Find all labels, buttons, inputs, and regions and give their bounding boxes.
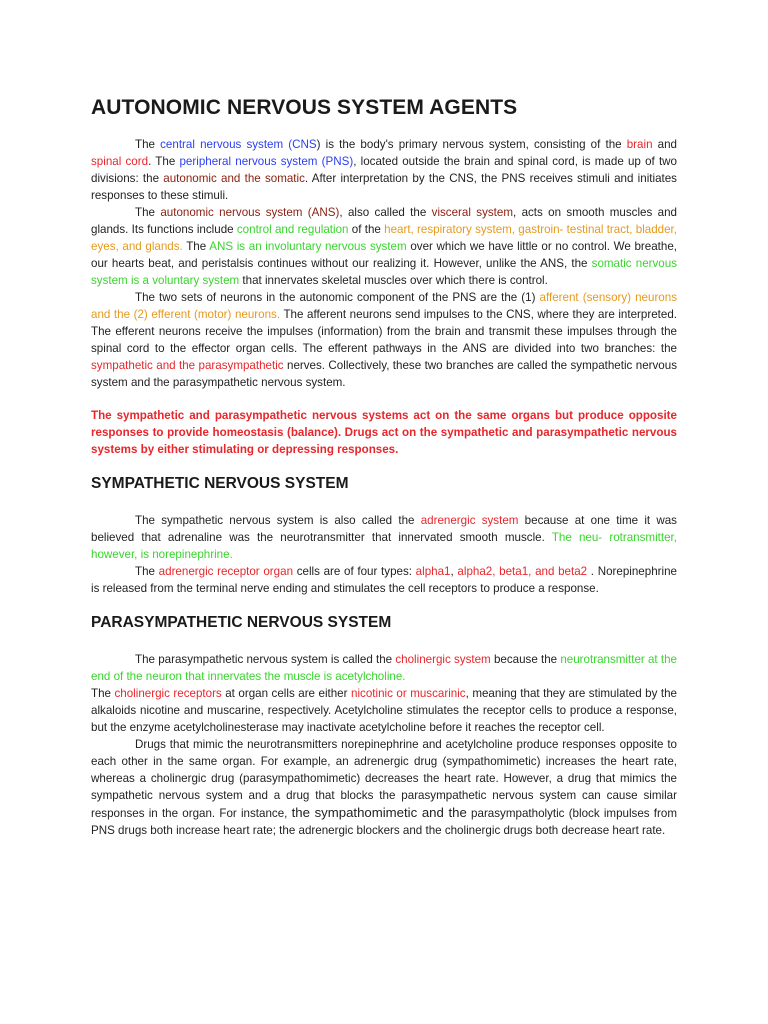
text-run: control and regulation bbox=[236, 223, 349, 236]
text-run: cholinergic system bbox=[395, 653, 491, 666]
text-run: , meaning that they are stimulated by the alkaloids nicotine and muscarine, respectively. Acetylcholine stimulates the receptor cells to produce a response, but the enzyme acetylcholinesterase may inactivate acetylcholine before it reaches the receptor cell. bbox=[91, 687, 677, 734]
text-run: ) is the body's primary nervous system, consisting of the bbox=[316, 138, 627, 151]
text-run: at organ cells are either bbox=[221, 687, 351, 700]
text-run: . The bbox=[148, 155, 180, 168]
text-run: because at one time it was believed that adrenaline was the neurotransmitter that innervated smooth muscle. bbox=[91, 514, 677, 544]
paragraph-cholinergic-receptors bbox=[91, 685, 677, 736]
heading-sympathetic: SYMPATHETIC NERVOUS SYSTEM bbox=[91, 475, 349, 492]
text-run: The bbox=[135, 565, 159, 578]
text-run: The bbox=[182, 240, 210, 253]
text-run: that innervates skeletal muscles over which there is control. bbox=[239, 274, 548, 287]
text-run: The bbox=[135, 206, 161, 219]
text-run: over which we have little or no control. We breathe, our hearts beat, and peristalsis continues without our realizing it. However, unlike the ANS, the bbox=[91, 240, 677, 270]
text-run: parasympatholytic (block impulses from PNS drugs both increase heart rate; the adrenergic blockers and the cholinergic drugs both decrease heart rate. bbox=[91, 807, 677, 837]
text-run: The two sets of neurons in the autonomic component of the PNS are the (1) bbox=[135, 291, 540, 304]
text-run: autonomic and the somatic bbox=[163, 172, 305, 185]
paragraph-cns-pns bbox=[91, 136, 677, 204]
text-run: nicotinic or muscarinic bbox=[351, 687, 466, 700]
text-run: central nervous system (CNS bbox=[160, 138, 317, 151]
text-run: brain bbox=[626, 138, 653, 151]
text-run: autonomic nervous system (ANS) bbox=[160, 206, 340, 219]
text-run: visceral system bbox=[431, 206, 513, 219]
text-run: neurotransmitter at the end of the neuron that innervates the muscle is acetylcholine. bbox=[91, 653, 677, 683]
key-point-paragraph: The sympathetic and parasympathetic nervous systems act on the same organs but produce opposite responses to provide homeostasis (balance). Drugs act on the sympathetic and parasympathetic nervous systems by either stimulating or depressing responses. bbox=[91, 409, 677, 456]
text-run: The neu- rotransmitter, however, is norepinephrine. bbox=[91, 531, 677, 561]
text-run: The bbox=[91, 687, 115, 700]
text-run: nerves. Collectively, these two branches are called the sympathetic nervous system and the parasympathetic nervous system. bbox=[91, 359, 677, 389]
text-run: The afferent neurons send impulses to the CNS, where they are interpreted. The efferent neurons receive the impulses (information) from the brain and transmit these impulses through the spinal cord to the effector organ cells. The efferent pathways in the ANS are divided into two branches: the bbox=[91, 308, 677, 355]
text-run: sympathetic and the parasympathetic bbox=[91, 359, 284, 372]
text-run: afferent (sensory) neurons and the (2) efferent (motor) neurons. bbox=[91, 291, 678, 321]
text-run: The parasympathetic nervous system is called the bbox=[135, 653, 396, 666]
text-run: peripheral nervous system (PNS) bbox=[179, 155, 354, 168]
paragraph-sympathetic-intro bbox=[91, 512, 677, 563]
text-run: ANS is an involuntary nervous system bbox=[209, 240, 407, 253]
paragraph-neurons bbox=[91, 289, 677, 391]
text-run: , located outside the brain and spinal cord, is made up of two divisions: the bbox=[91, 155, 678, 185]
text-run: alpha1 bbox=[415, 565, 451, 578]
paragraph-parasympathetic-intro bbox=[91, 651, 677, 685]
text-run: adrenergic system bbox=[420, 514, 519, 527]
paragraph-drug-responses bbox=[91, 736, 677, 839]
text-run: , bbox=[450, 565, 458, 578]
text-run: cholinergic receptors bbox=[114, 687, 222, 700]
text-run: . Norepinephrine is released from the terminal nerve ending and stimulates the cell receptors to produce a response. bbox=[91, 565, 677, 595]
paragraph-ans bbox=[91, 204, 677, 289]
document-page bbox=[91, 96, 677, 839]
text-run: , also called the bbox=[339, 206, 432, 219]
text-run: and bbox=[652, 138, 677, 151]
paragraph-adrenergic-receptors bbox=[91, 563, 677, 597]
text-run: Drugs that mimic the neurotransmitters norepinephrine and acetylcholine produce responses opposite to each other in the same organ. For example, an adrenergic drug (sympathomimetic) increases the heart rate, whereas a cholinergic drug (parasympathomimetic) decreases the heart rate. However, a drug that mimics the sympathetic nervous system and a drug that blocks the parasympathetic nervous system can cause similar responses in the organ. For instance, bbox=[91, 738, 677, 820]
heading-parasympathetic: PARASYMPATHETIC NERVOUS SYSTEM bbox=[91, 614, 392, 631]
text-run: the sympathomimetic and the bbox=[291, 805, 467, 820]
text-run: adrenergic receptor organ bbox=[158, 565, 294, 578]
text-run: The sympathetic nervous system is also called the bbox=[135, 514, 421, 527]
text-run: The bbox=[135, 138, 161, 151]
text-run: . After interpretation by the CNS, the PNS receives stimuli and initiates responses to these stimuli. bbox=[91, 172, 677, 202]
document-title: AUTONOMIC NERVOUS SYSTEM AGENTS bbox=[91, 96, 518, 119]
text-run: spinal cord bbox=[91, 155, 149, 168]
text-run: alpha2, beta1, and beta2 bbox=[457, 565, 588, 578]
text-run: somatic nervous system is a voluntary system bbox=[91, 257, 677, 287]
text-run: of the bbox=[348, 223, 385, 236]
text-run: heart, respiratory system, gastroin- testinal tract, bladder, eyes, and glands. bbox=[91, 223, 677, 253]
text-run: because the bbox=[490, 653, 561, 666]
text-run: , acts on smooth muscles and glands. Its functions include bbox=[91, 206, 677, 236]
text-run: cells are of four types: bbox=[293, 565, 416, 578]
